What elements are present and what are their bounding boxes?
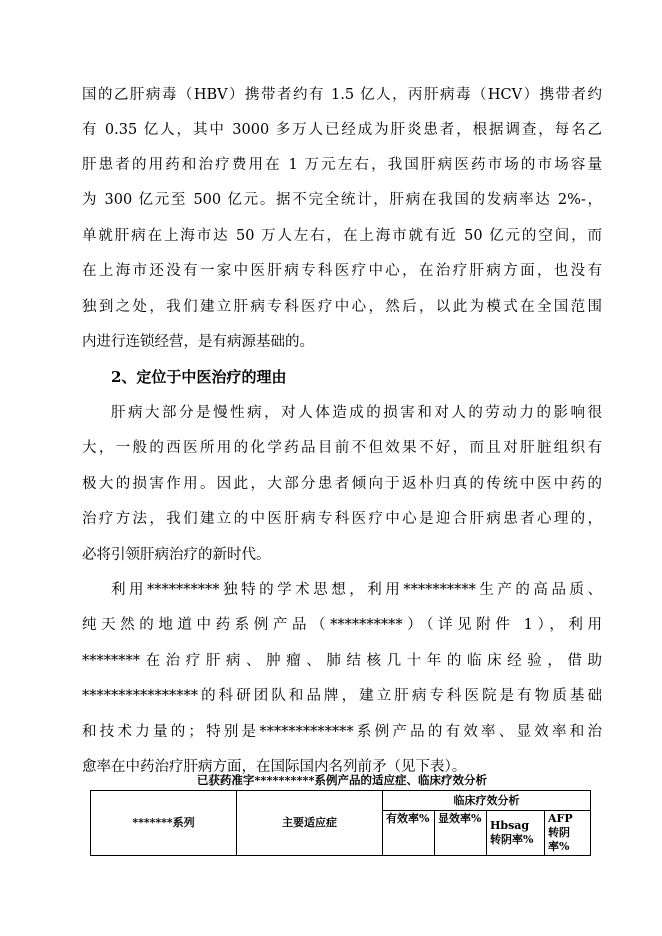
header-indication: 主要适应症 — [237, 791, 383, 856]
body-line: 大，一般的西医所用的化学药品目前不但效果不好，而且对肝脏组织有 — [82, 440, 602, 456]
body-line: 肝患者的用药和治疗费用在 1 万元左右，我国肝病医药市场的市场容量 — [82, 157, 602, 173]
body-line: 愈率在中药治疗肝病方面，在国际国内名列前矛（见下表）。 — [82, 759, 467, 775]
header-series: *******系列 — [91, 791, 237, 856]
body-line: ****************的科研团队和品牌，建立肝病专科医院是有物质基础 — [82, 688, 602, 704]
body-line: 纯天然的地道中药系例产品（**********）（详见附件 1），利用 — [82, 617, 602, 633]
body-line: 在上海市还没有一家中医肝病专科医疗中心，在治疗肝病方面，也没有 — [82, 263, 602, 279]
body-line: ********在治疗肝病、肿瘤、肺结核几十年的临床经验，借助 — [82, 653, 602, 669]
body-line: 国的乙肝病毒（HBV）携带者约有 1.5 亿人，丙肝病毒（HCV）携带者约 — [82, 87, 602, 103]
body-line: 肝病大部分是慢性病，对人体造成的损害和对人的劳动力的影响很 — [111, 405, 602, 421]
body-line: 为 300 亿元至 500 亿元。据不完全统计，肝病在我国的发病率达 2%-， — [82, 192, 602, 208]
body-line: 有 0.35 亿人，其中 3000 多万人已经成为肝炎患者，根据调查，每名乙 — [82, 122, 602, 138]
body-line: 必将引领肝病治疗的新时代。 — [82, 547, 271, 563]
section-heading: 2、定位于中医治疗的理由 — [111, 368, 287, 386]
header-afp-rate: AFP 转阴率% — [545, 811, 591, 856]
body-line: 独到之处，我们建立肝病专科医疗中心，然后，以此为模式在全国范围 — [82, 299, 602, 315]
body-line: 和技术力量的；特别是*************系例产品的有效率、显效率和治 — [82, 724, 602, 740]
body-line: 治疗方法，我们建立的中医肝病专科医疗中心是迎合肝病患者心理的， — [82, 511, 602, 527]
header-clinical-analysis: 临床疗效分析 — [383, 791, 591, 811]
clinical-efficacy-table — [90, 790, 591, 856]
body-line: 极大的损害作用。因此，大部分患者倾向于返朴归真的传统中医中药的 — [82, 476, 602, 492]
header-hbsag-rate: Hbsag 转阴率% — [487, 811, 545, 856]
body-line: 内进行连锁经营，是有病源基础的。 — [82, 334, 314, 350]
header-effective-rate: 有效率% — [383, 811, 435, 856]
header-marked-rate: 显效率% — [435, 811, 487, 856]
body-line: 单就肝病在上海市达 50 万人左右，在上海市就有近 50 亿元的空间，而 — [82, 228, 602, 244]
table-caption: 已获药准字**********系例产品的适应症、临床疗效分析 — [196, 773, 488, 787]
body-line: 利用**********独特的学术思想，利用**********生产的高品质、 — [111, 582, 602, 598]
